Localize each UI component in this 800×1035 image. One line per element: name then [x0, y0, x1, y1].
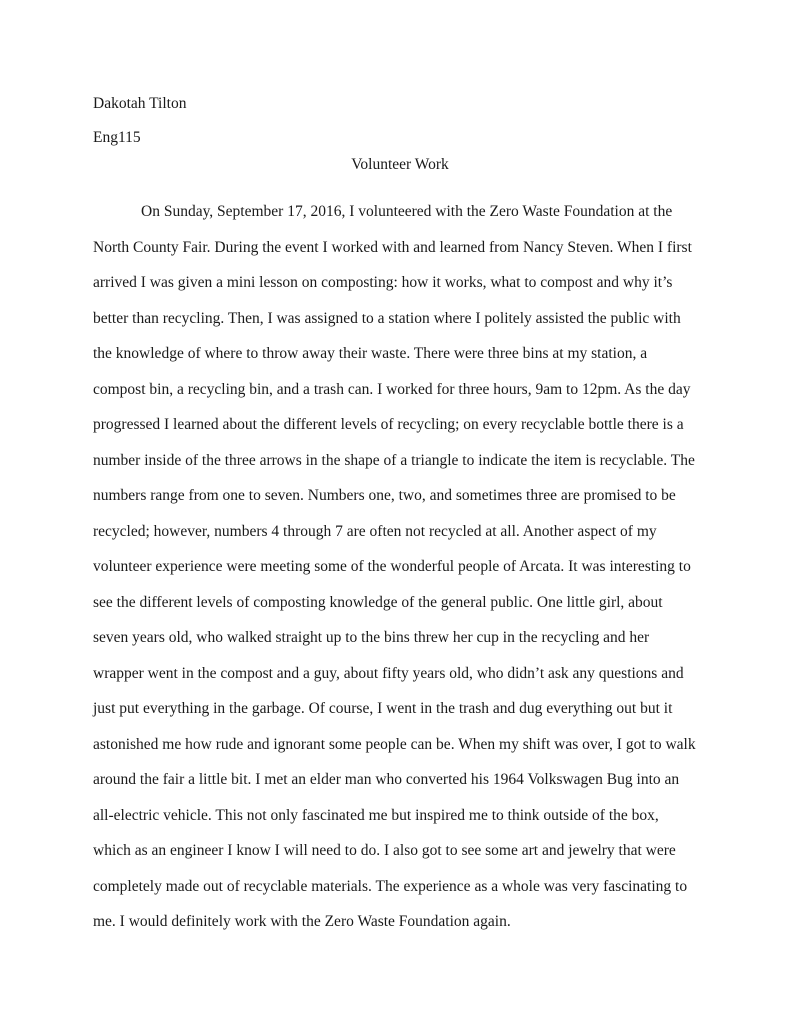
body-line: all-electric vehicle. This not only fascinated me but inspired me to think outside of the box, [93, 806, 659, 824]
body-line: completely made out of recyclable materials. The experience as a whole was very fascinating to [93, 877, 688, 895]
body-line: better than recycling. Then, I was assigned to a station where I politely assisted the public with [93, 309, 681, 327]
body-line: the knowledge of where to throw away their waste. There were three bins at my station, a [93, 345, 648, 362]
body-line: North County Fair. During the event I worked with and learned from Nancy Steven. When I first [93, 238, 692, 256]
document-title: Volunteer Work [351, 156, 449, 173]
body-line: volunteer experience were meeting some of the wonderful people of Arcata. It was interesting to [93, 558, 691, 575]
course-code: Eng115 [93, 129, 141, 146]
body-line: around the fair a little bit. I met an elder man who converted his 1964 Volkswagen Bug into an [93, 771, 680, 788]
body-line: compost bin, a recycling bin, and a trash can. I worked for three hours, 9am to 12pm. As the day [93, 380, 691, 398]
body-line: wrapper went in the compost and a guy, about fifty years old, who didn’t ask any questions and [93, 664, 684, 682]
body-line: On Sunday, September 17, 2016, I volunteered with the Zero Waste Foundation at the [141, 203, 673, 220]
body-line: astonished me how rude and ignorant some people can be. When my shift was over, I got to walk [93, 735, 696, 753]
body-line: seven years old, who walked straight up to the bins threw her cup in the recycling and her [93, 629, 650, 646]
body-line: progressed I learned about the different levels of recycling; on every recyclable bottle there is a [93, 416, 684, 433]
author-name: Dakotah Tilton [93, 95, 187, 112]
body-line: numbers range from one to seven. Numbers one, two, and sometimes three are promised to be [93, 487, 676, 504]
body-line: just put everything in the garbage. Of course, I went in the trash and dug everything out but it [93, 700, 673, 717]
body-line: number inside of the three arrows in the shape of a triangle to indicate the item is recyclable. The [93, 451, 695, 469]
body-line: recycled; however, numbers 4 through 7 are often not recycled at all. Another aspect of my [93, 522, 657, 540]
body-line: me. I would definitely work with the Zero Waste Foundation again. [93, 913, 511, 930]
body-line: arrived I was given a mini lesson on composting: how it works, what to compost and why it’s [93, 274, 673, 291]
body-line: see the different levels of composting knowledge of the general public. One little girl, about [93, 593, 663, 611]
body-line: which as an engineer I know I will need to do. I also got to see some art and jewelry that were [93, 842, 676, 859]
